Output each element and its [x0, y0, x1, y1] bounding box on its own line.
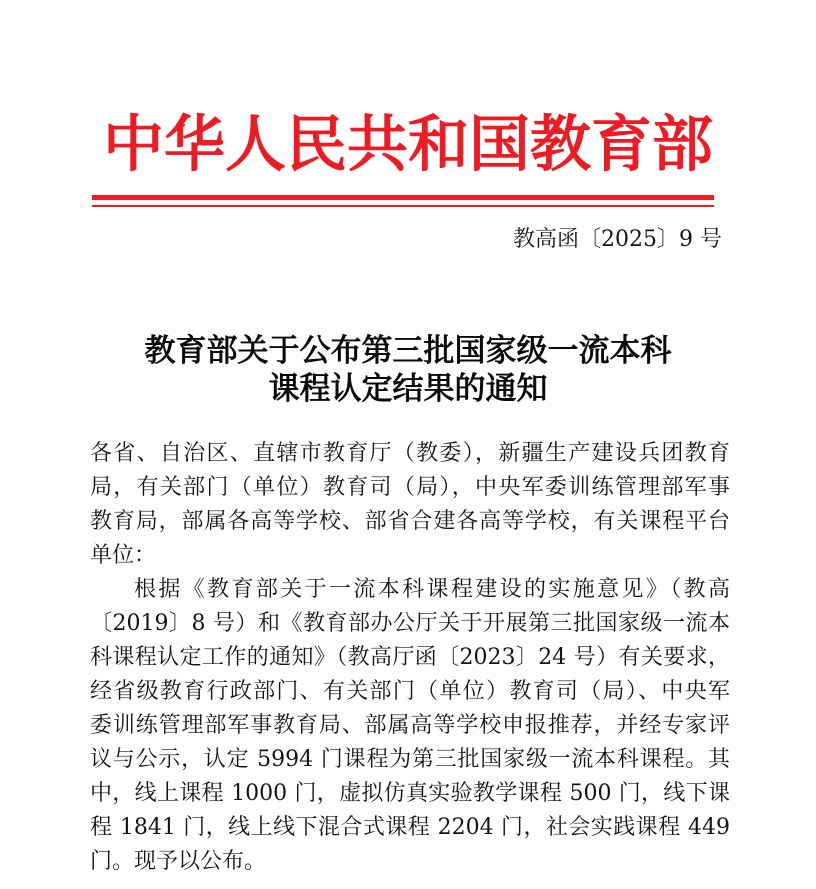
- red-rule-thin: [92, 205, 714, 207]
- document-number: 教高函〔2025〕9 号: [513, 227, 722, 252]
- body-line: 教育局，部属各高等学校、部省合建各高等学校，有关课程平台: [90, 509, 730, 534]
- body-line: 单位：: [90, 543, 157, 568]
- body-line: 议与公示，认定 5994 门课程为第三批国家级一流本科课程。其: [90, 747, 730, 772]
- body-line: 根据《教育部关于一流本科课程建设的实施意见》（教高: [134, 577, 730, 602]
- body-line: 科课程认定工作的通知》（教高厅函〔2023〕24 号）有关要求，: [90, 645, 730, 670]
- notice-title-line1: 教育部关于公布第三批国家级一流本科: [144, 333, 672, 369]
- red-rule-thick: [92, 195, 714, 200]
- body-line: 委训练管理部军事教育局、部属高等学校申报推荐，并经专家评: [90, 713, 730, 738]
- ministry-masthead-title: 中华人民共和国教育部: [102, 109, 713, 180]
- body-line: 中，线上课程 1000 门，虚拟仿真实验教学课程 500 门，线下课: [90, 781, 730, 806]
- body-lines: [90, 437, 730, 879]
- body-line: 〔2019〕8 号）和《教育部办公厅关于开展第三批国家级一流本: [90, 611, 730, 636]
- body-line: 门。现予以公布。: [90, 849, 267, 874]
- body-line: 程 1841 门，线上线下混合式课程 2204 门，社会实践课程 449: [90, 815, 730, 840]
- body-line: 局，有关部门（单位）教育司（局），中央军委训练管理部军事: [90, 475, 730, 500]
- notice-title: [0, 332, 816, 408]
- notice-title-line2: 课程认定结果的通知: [268, 371, 548, 407]
- body-line: 各省、自治区、直辖市教育厅（教委），新疆生产建设兵团教育: [90, 441, 730, 466]
- body-line: 经省级教育行政部门、有关部门（单位）教育司（局）、中央军: [90, 679, 730, 704]
